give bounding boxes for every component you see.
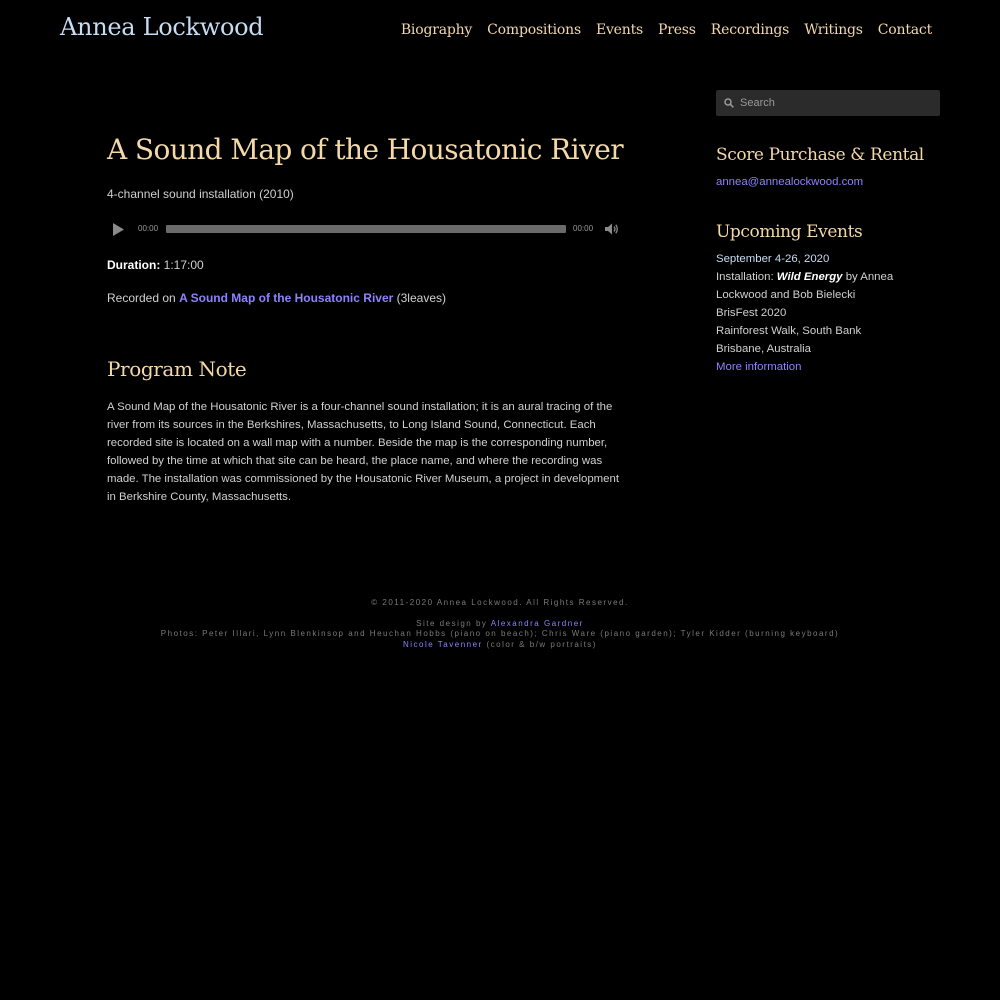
volume-icon xyxy=(605,223,619,235)
recorded-line xyxy=(107,288,623,308)
designer-link[interactable]: Alexandra Gardner xyxy=(490,618,584,628)
program-note-heading: Program Note xyxy=(107,357,247,381)
search-icon xyxy=(724,98,734,108)
program-note-text: A Sound Map of the Housatonic River is a four-channel sound installation; it is an aural tracing of the river from its sources in the Berkshires, Massachusetts, to Long Island Sound, Connecticut. Each recorded site is located on a wall map with a number. Beside the map is the corresponding number, followed by the time at which that site can be heard, the place name, and where the recording was made. The installation was commissioned by the Housatonic River Museum, a project in development in Berkshire County, Massachusetts. xyxy=(107,401,619,503)
site-design-credit xyxy=(0,619,1000,630)
recorded-prefix: Recorded on xyxy=(107,291,176,305)
footer xyxy=(0,598,1000,650)
nav-biography[interactable]: Biography xyxy=(400,22,473,38)
recorded-label: (3leaves) xyxy=(396,291,446,305)
play-button[interactable] xyxy=(111,219,125,239)
design-prefix: Site design by xyxy=(416,618,488,628)
event-festival: BrisFest 2020 xyxy=(716,307,787,319)
score-heading: Score Purchase & Rental xyxy=(716,145,924,165)
event-date: September 4-26, 2020 xyxy=(716,253,830,265)
audio-progress-bar[interactable] xyxy=(166,225,566,233)
event-location: Brisbane, Australia xyxy=(716,343,811,355)
duration-label: Duration: xyxy=(107,258,161,272)
upcoming-events-heading: Upcoming Events xyxy=(716,222,863,242)
portrait-credit xyxy=(0,640,1000,651)
search-box xyxy=(716,90,940,116)
page-title: A Sound Map of the Housatonic River xyxy=(107,133,623,166)
portrait-photographer-link[interactable]: Nicole Tavenner xyxy=(403,639,483,649)
nav-writings[interactable]: Writings xyxy=(804,22,863,38)
installation-prefix: Installation: xyxy=(716,271,774,283)
installation-credits: by Annea Lockwood and Bob Bielecki xyxy=(716,271,894,301)
event-installation xyxy=(716,268,940,304)
main-nav xyxy=(401,18,932,42)
score-email-link[interactable]: annea@annealockwood.com xyxy=(716,176,864,188)
nav-compositions[interactable]: Compositions xyxy=(487,22,581,38)
installation-title: Wild Energy xyxy=(776,271,843,283)
nav-contact[interactable]: Contact xyxy=(877,22,932,38)
nav-recordings[interactable]: Recordings xyxy=(710,22,790,38)
sidebar xyxy=(716,90,940,376)
nav-events[interactable]: Events xyxy=(595,22,643,38)
more-information-link[interactable]: More information xyxy=(716,361,802,373)
play-icon xyxy=(113,223,124,236)
event-venue: Rainforest Walk, South Bank xyxy=(716,325,862,337)
volume-button[interactable] xyxy=(605,219,621,239)
nav-press[interactable]: Press xyxy=(658,22,696,38)
site-title[interactable]: Annea Lockwood xyxy=(60,13,264,41)
photo-credits: Photos: Peter Illari, Lynn Blenkinsop and Heuchan Hobbs (piano on beach); Chris Ware (piano garden); Tyler Kidder (burning keyboard) xyxy=(160,629,840,638)
main-content xyxy=(107,128,623,506)
search-input[interactable] xyxy=(738,96,932,110)
work-subtitle: 4-channel sound installation (2010) xyxy=(107,187,294,201)
total-time: 00:00 xyxy=(573,224,594,233)
recording-link[interactable]: A Sound Map of the Housatonic River xyxy=(179,291,394,305)
current-time: 00:00 xyxy=(138,224,159,233)
portrait-note: (color & b/w portraits) xyxy=(486,639,597,649)
copyright: © 2011-2020 Annea Lockwood. All Rights Reserved. xyxy=(371,598,629,607)
duration-line xyxy=(107,255,623,275)
audio-player xyxy=(107,219,623,239)
duration-value: 1:17:00 xyxy=(163,258,204,272)
